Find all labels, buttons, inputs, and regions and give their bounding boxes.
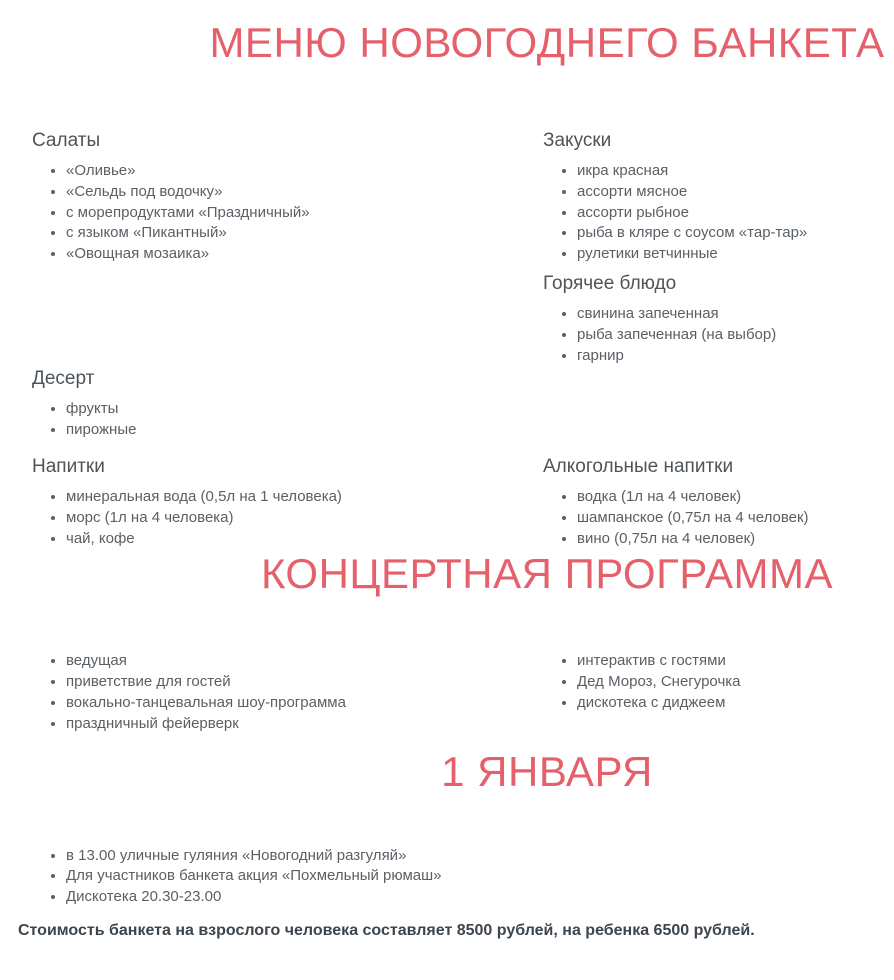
list-item: • приветствие для гостей (66, 672, 543, 693)
concert-row (0, 651, 894, 734)
price-note: Стоимость банкета на взрослого человека составляет 8500 рублей, на ребенка 6500 рублей. (18, 921, 755, 939)
section-dessert (32, 366, 543, 441)
concert-right-list (543, 651, 894, 713)
dessert-list (32, 399, 543, 441)
list-item: • шампанское (0,75л на 4 человек) (577, 508, 894, 529)
list-item: • «Овощная мозаика» (66, 244, 543, 265)
list-item: • пирожные (66, 420, 543, 441)
list-item: • ассорти мясное (577, 182, 894, 203)
list-item: • икра красная (577, 161, 894, 182)
column-left (32, 454, 543, 549)
section-alcohol-heading: Алкогольные напитки (543, 455, 734, 477)
list-item: • интерактив с гостями (577, 651, 894, 672)
drinks-list (32, 487, 543, 549)
section-hot-dish (543, 271, 894, 366)
banquet-menu-page (0, 18, 894, 980)
list-item: • минеральная вода (0,5л на 1 человека) (66, 487, 543, 508)
hot-dish-list (543, 304, 894, 366)
list-item: • рыба запеченная (на выбор) (577, 325, 894, 346)
column-left (32, 366, 543, 441)
concert-program-heading: КОНЦЕРТНАЯ ПРОГРАММА (260, 550, 834, 598)
list-item: • вокально-танцевальная шоу-программа (66, 693, 543, 714)
column-left (32, 651, 543, 734)
list-item: • морс (1л на 4 человека) (66, 508, 543, 529)
list-item: • в 13.00 уличные гуляния «Новогодний разгуляй» (66, 846, 442, 867)
salads-list (32, 161, 543, 265)
list-item: • свинина запеченная (577, 304, 894, 325)
menu-row-top (0, 128, 894, 366)
column-right (543, 454, 894, 549)
section-salads (32, 128, 543, 265)
list-item: • рулетики ветчинные (577, 244, 894, 265)
january-row (0, 846, 894, 908)
list-item: • Для участников банкета акция «Похмельный рюмаш» (66, 866, 442, 887)
alcohol-list (543, 487, 894, 549)
list-item: • водка (1л на 4 человек) (577, 487, 894, 508)
section-snacks-heading: Закуски (543, 130, 612, 151)
list-item: • рыба в кляре с соусом «тар-тар» (577, 223, 894, 244)
snacks-list (543, 161, 894, 265)
january-list (32, 846, 442, 908)
section-salads-heading: Салаты (32, 130, 101, 151)
list-item: • «Сельдь под водочку» (66, 182, 543, 203)
list-item: • Дед Мороз, Снегурочка (577, 672, 894, 693)
column-right (543, 366, 894, 441)
list-item: • ведущая (66, 651, 543, 672)
column-right (543, 128, 894, 366)
section-drinks (32, 454, 543, 549)
section-snacks (543, 128, 894, 265)
list-item: • вино (0,75л на 4 человек) (577, 529, 894, 550)
list-item: • Дискотека 20.30-23.00 (66, 887, 442, 908)
column-right (543, 651, 894, 734)
menu-row-dessert (0, 366, 894, 441)
section-hot-dish-heading: Горячее блюдо (543, 272, 677, 294)
section-alcohol (543, 454, 894, 549)
january-first-heading: 1 ЯНВАРЯ (441, 747, 653, 795)
list-item: • «Оливье» (66, 161, 543, 182)
list-item: • ассорти рыбное (577, 203, 894, 224)
page-title: МЕНЮ НОВОГОДНЕГО БАНКЕТА (209, 19, 885, 66)
list-item: • с языком «Пикантный» (66, 223, 543, 244)
list-item: • чай, кофе (66, 529, 543, 550)
list-item: • праздничный фейерверк (66, 714, 543, 735)
concert-left-list (32, 651, 543, 734)
list-item: • фрукты (66, 399, 543, 420)
section-dessert-heading: Десерт (32, 368, 95, 390)
list-item: • с морепродуктами «Праздничный» (66, 203, 543, 224)
menu-row-drinks (0, 454, 894, 549)
column-left (32, 128, 543, 366)
january-events (32, 846, 442, 908)
list-item: • дискотека с диджеем (577, 693, 894, 714)
list-item: • гарнир (577, 346, 894, 367)
section-drinks-heading: Напитки (32, 455, 105, 477)
